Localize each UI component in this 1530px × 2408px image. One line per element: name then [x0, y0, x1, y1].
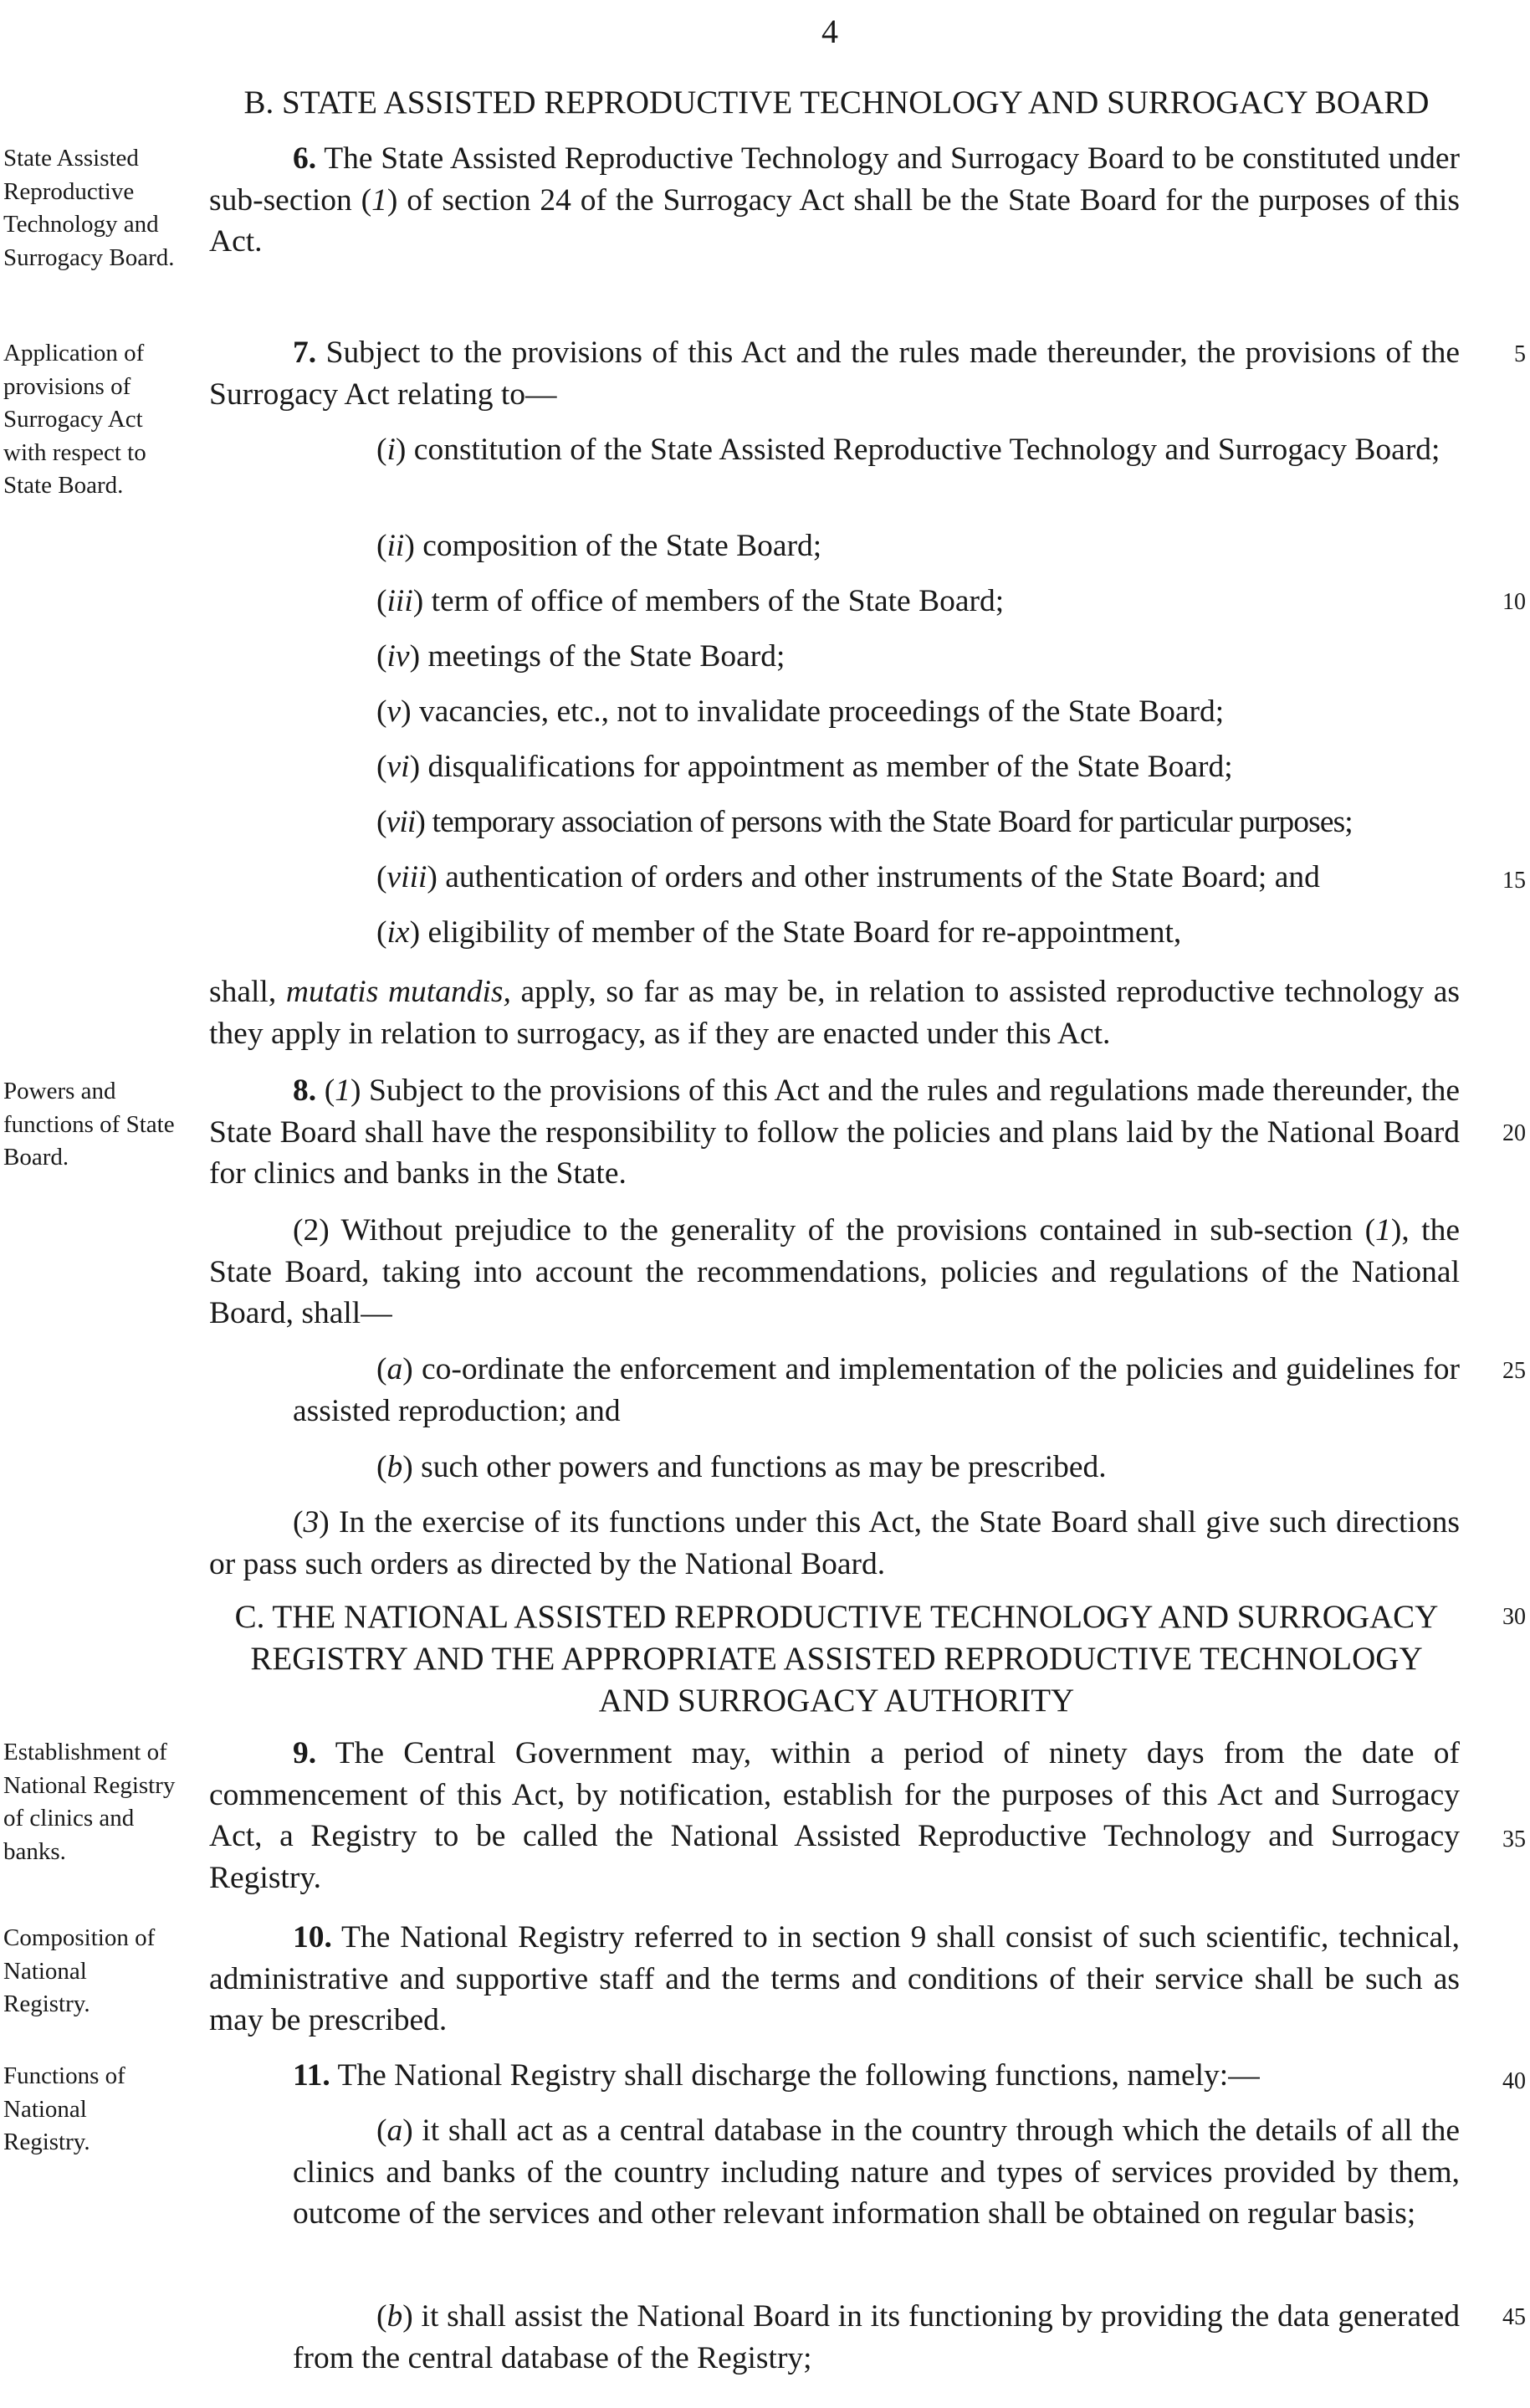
marginal-note-s10: Composition of National Registry.	[3, 1924, 156, 2017]
section-heading-b: B. STATE ASSISTED REPRODUCTIVE TECHNOLOGY AND SURROGACY BOARD	[243, 85, 1430, 120]
line-number-25: 25	[1502, 1358, 1526, 1384]
section-8-subsection-1: 8. (1) Subject to the provisions of this Act and the rules and regulations made thereunder, the State Board shall have the responsibility to follow the policies and plans laid by the National Board for clinics and banks in the State.	[209, 1073, 1460, 1191]
clause-7-viii: (viii) authentication of orders and other instruments of the State Board; and	[376, 860, 1320, 894]
section-11-number: 11.	[293, 2058, 330, 2093]
section-8-subsection-3: (3) In the exercise of its functions under this Act, the State Board shall give such directions or pass such orders as directed by the National Board.	[209, 1505, 1460, 1581]
marginal-note-s7: Application of provisions of Surrogacy Act with respect to State Board.	[3, 340, 146, 499]
page-number: 4	[821, 13, 838, 50]
clause-8-b: (b) such other powers and functions as may be prescribed.	[376, 1450, 1107, 1484]
line-number-15: 15	[1502, 868, 1526, 894]
section-6-number: 6.	[293, 141, 317, 176]
clause-8-a: (a) co-ordinate the enforcement and implementation of the policies and guidelines for assisted reproduction; and	[293, 1352, 1460, 1428]
line-number-35: 35	[1502, 1826, 1526, 1852]
marginal-note-s6: State Assisted Reproductive Technology and Surrogacy Board.	[3, 145, 175, 271]
section-6: 6. The State Assisted Reproductive Technology and Surrogacy Board to be constituted under sub-section (1) of section 24 of the Surrogacy Act shall be the State Board for the purposes of this Act.	[209, 141, 1460, 259]
section-8-number: 8.	[293, 1073, 317, 1108]
marginal-note-s8: Powers and functions of State Board.	[3, 1078, 175, 1171]
line-number-10: 10	[1502, 589, 1526, 615]
section-8-subsection-2: (2) Without prejudice to the generality of the provisions contained in sub-section (1), the State Board, taking into account the recommendations, policies and regulations of the National Board, shall—	[209, 1213, 1460, 1330]
clause-7-iv: (iv) meetings of the State Board;	[376, 639, 785, 674]
section-7-closing: shall, mutatis mutandis, apply, so far as may be, in relation to assisted reproductive technology as they apply in relation to surrogacy, as if they are enacted under this Act.	[209, 975, 1460, 1051]
section-9-number: 9.	[293, 1736, 317, 1770]
clause-11-a: (a) it shall act as a central database in the country through which the details of all the clinics and banks of the country including nature and types of services provided by them, outcome of the services and other relevant information shall be obtained on regular basis;	[293, 2113, 1460, 2231]
line-number-20: 20	[1502, 1120, 1526, 1146]
section-7: 7. Subject to the provisions of this Act and the rules made thereunder, the provisions of the Surrogacy Act relating to—	[209, 336, 1460, 412]
clause-7-iii: (iii) term of office of members of the State Board;	[376, 584, 1005, 618]
marginal-note-s11: Functions of National Registry.	[3, 2062, 125, 2155]
line-number-40: 40	[1502, 2068, 1526, 2094]
clause-7-ix: (ix) eligibility of member of the State Board for re-appointment,	[376, 915, 1182, 950]
clause-7-v: (v) vacancies, etc., not to invalidate proceedings of the State Board;	[376, 694, 1225, 729]
section-9: 9. The Central Government may, within a period of ninety days from the date of commencement of this Act, by notification, establish for the purposes of this Act and Surrogacy Act, a Registry to be called the National Assisted Reproductive Technology and Surrogacy Registry.	[209, 1736, 1460, 1895]
section-10: 10. The National Registry referred to in section 9 shall consist of such scientific, technical, administrative and supportive staff and the terms and conditions of their service shall be such as may be prescribed.	[209, 1920, 1460, 2037]
section-heading-c: C. THE NATIONAL ASSISTED REPRODUCTIVE TECHNOLOGY AND SURROGACY REGISTRY AND THE APPROPRIATE ASSISTED REPRODUCTIVE TECHNOLOGY AND SURROGACY AUTHORITY	[234, 1599, 1439, 1719]
clause-7-vi: (vi) disqualifications for appointment as member of the State Board;	[376, 750, 1233, 784]
clause-7-vii: (vii) temporary association of persons with the State Board for particular purposes;	[376, 805, 1353, 839]
section-11: 11. The National Registry shall discharge the following functions, namely:—	[293, 2058, 1260, 2093]
marginal-note-s9: Establishment of National Registry of clinics and banks.	[3, 1739, 176, 1865]
clause-7-ii: (ii) composition of the State Board;	[376, 529, 822, 563]
line-number-45: 45	[1502, 2304, 1526, 2330]
section-7-number: 7.	[293, 336, 317, 370]
clause-7-i: (i) constitution of the State Assisted Reproductive Technology and Surrogacy Board;	[376, 433, 1440, 467]
clause-11-b: (b) it shall assist the National Board in its functioning by providing the data generated from the central database of the Registry;	[293, 2299, 1460, 2375]
line-number-5: 5	[1514, 341, 1526, 367]
line-number-30: 30	[1502, 1604, 1526, 1630]
section-10-number: 10.	[293, 1920, 332, 1955]
